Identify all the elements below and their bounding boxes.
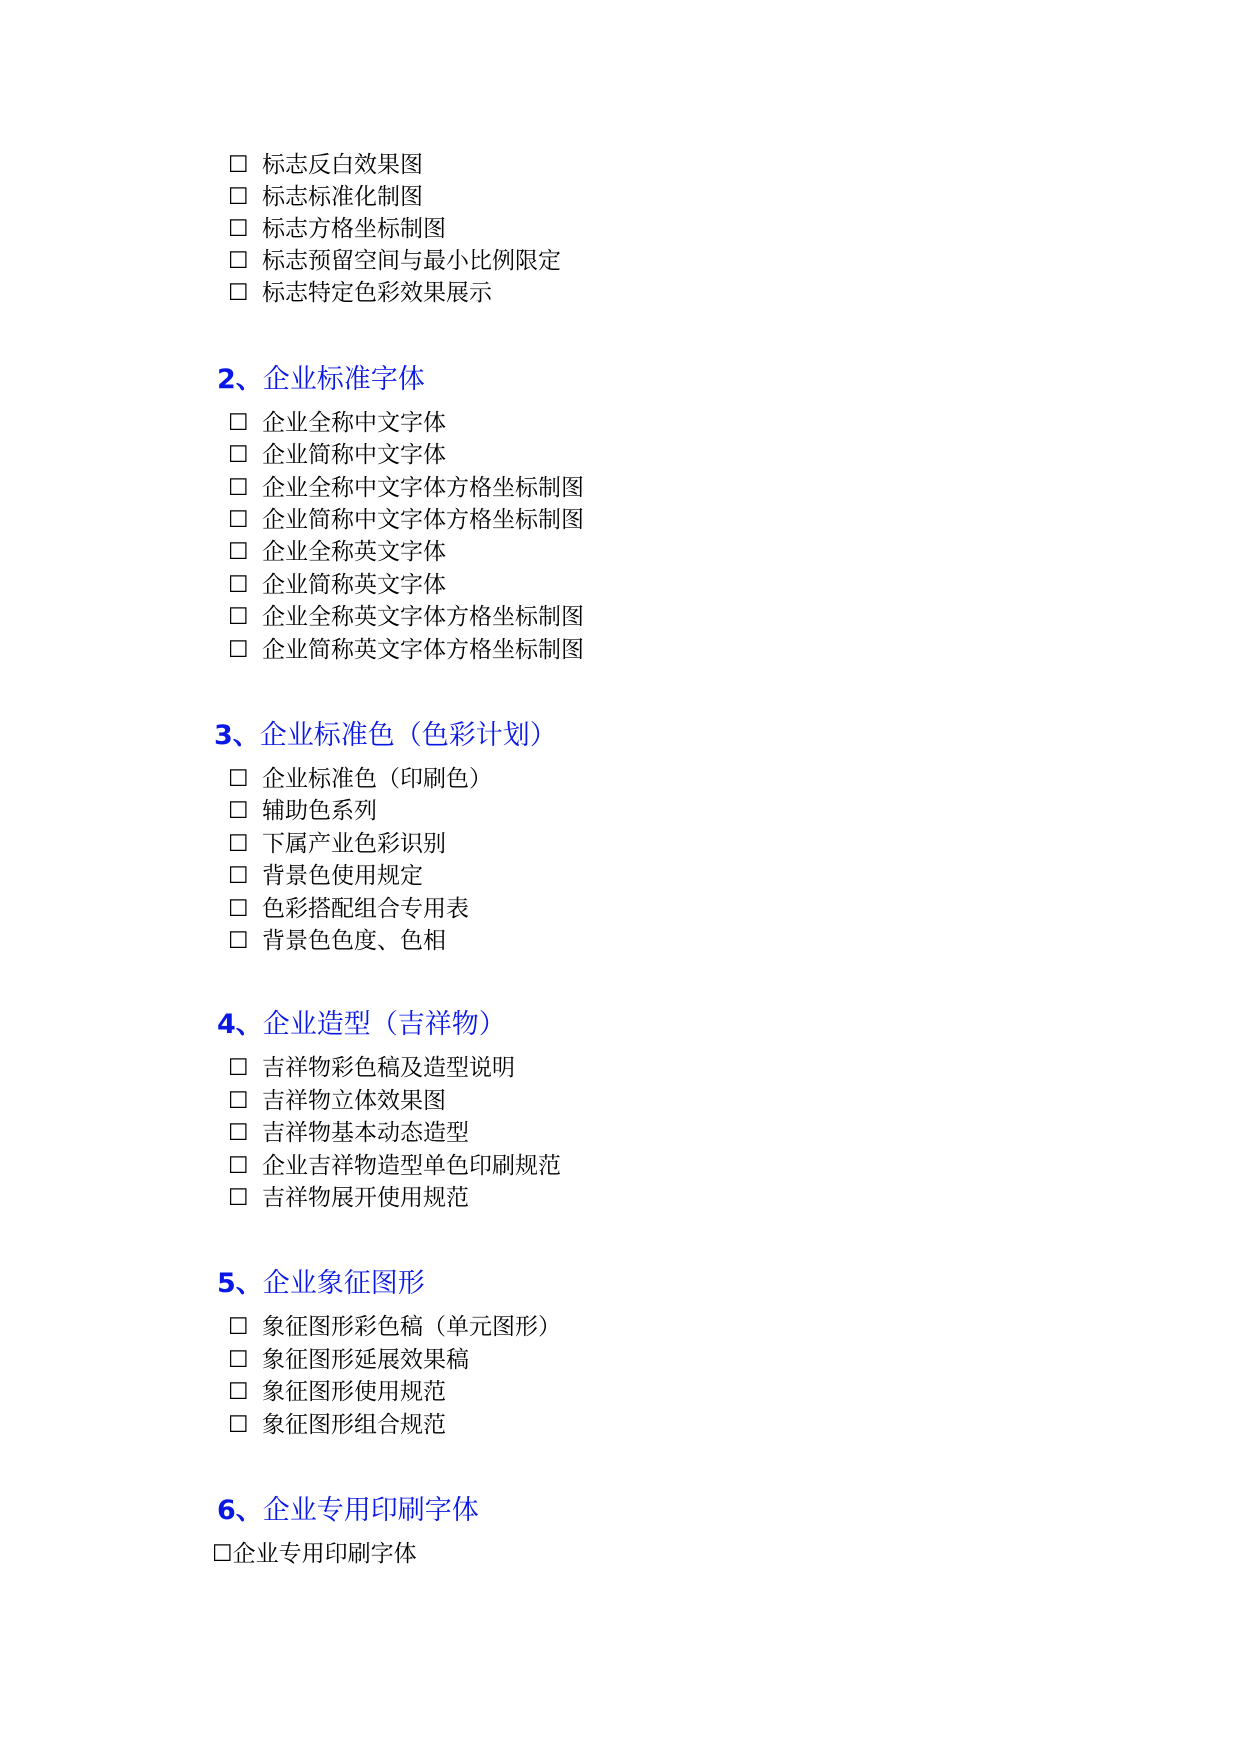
item-text: 象征图形使用规范 [262, 1379, 446, 1405]
checkbox-icon: ☐ [228, 1055, 249, 1081]
list-item [228, 246, 561, 276]
item-text: 企业简称中文字体方格坐标制图 [262, 507, 584, 533]
item-text: 企业标准色（印刷色） [262, 766, 492, 792]
list-item [228, 602, 584, 632]
item-text: 吉祥物立体效果图 [262, 1088, 446, 1114]
section-number: 6、 [217, 1495, 263, 1526]
section-number: 2、 [217, 364, 263, 395]
checkbox-icon: ☐ [228, 1120, 249, 1146]
section-title: 企业造型（吉祥物） [262, 1009, 506, 1040]
list-item [228, 182, 423, 212]
list-item [228, 1345, 469, 1375]
section-number: 4、 [217, 1009, 263, 1040]
checkbox-icon: ☐ [228, 572, 249, 598]
checkbox-icon: ☐ [228, 539, 249, 565]
item-text: 企业全称中文字体 [262, 410, 446, 436]
checkbox-icon: ☐ [228, 604, 249, 630]
list-item [228, 505, 584, 535]
item-text: 标志方格坐标制图 [262, 216, 446, 242]
list-item [228, 1410, 446, 1440]
checkbox-icon: ☐ [228, 637, 249, 663]
item-text: 企业吉祥物造型单色印刷规范 [262, 1153, 561, 1179]
section-heading [217, 1266, 425, 1302]
list-item [228, 1086, 446, 1116]
checkbox-icon: ☐ [228, 475, 249, 501]
section-heading [214, 718, 557, 754]
list-item [228, 1151, 561, 1181]
list-item [228, 764, 492, 794]
section-heading [217, 362, 425, 398]
item-text: 象征图形组合规范 [262, 1412, 446, 1438]
list-item [228, 1183, 469, 1213]
checkbox-icon: ☐ [228, 928, 249, 954]
list-item [228, 926, 446, 956]
item-text: 企业全称中文字体方格坐标制图 [262, 475, 584, 501]
list-item [228, 214, 446, 244]
checkbox-icon: ☐ [228, 1153, 249, 1179]
section-title: 企业专用印刷字体 [262, 1495, 479, 1526]
checkbox-icon: ☐ [228, 1314, 249, 1340]
list-item [228, 796, 377, 826]
checkbox-icon: ☐ [228, 248, 249, 274]
section-title: 企业标准色（色彩计划） [259, 720, 557, 751]
checkbox-icon: ☐ [228, 410, 249, 436]
checkbox-icon: ☐ [228, 216, 249, 242]
item-text: 象征图形延展效果稿 [262, 1347, 469, 1373]
item-text: 企业简称英文字体方格坐标制图 [262, 637, 584, 663]
checkbox-icon: ☐ [228, 507, 249, 533]
checkbox-icon: ☐ [228, 1088, 249, 1114]
item-text: 象征图形彩色稿（单元图形） [262, 1314, 561, 1340]
checkbox-icon: ☐ [228, 1412, 249, 1438]
list-item [228, 408, 446, 438]
item-text: 企业简称英文字体 [262, 572, 446, 598]
item-text: 吉祥物彩色稿及造型说明 [262, 1055, 515, 1081]
checkbox-icon: ☐ [228, 184, 249, 210]
item-text: 吉祥物基本动态造型 [262, 1120, 469, 1146]
checkbox-icon: ☐ [228, 831, 249, 857]
section-number: 3、 [214, 720, 260, 751]
section-title: 企业标准字体 [262, 364, 425, 395]
checkbox-icon: ☐ [228, 766, 249, 792]
item-text: 色彩搭配组合专用表 [262, 896, 469, 922]
checkbox-icon: ☐ [228, 1347, 249, 1373]
item-text: 标志标准化制图 [262, 184, 423, 210]
item-text: 标志特定色彩效果展示 [262, 280, 492, 306]
list-item [228, 861, 423, 891]
checkbox-icon: ☐ [228, 896, 249, 922]
list-item [212, 1539, 417, 1569]
list-item [228, 150, 423, 180]
list-item [228, 894, 469, 924]
item-text: 背景色使用规定 [262, 863, 423, 889]
list-item [228, 1118, 469, 1148]
checkbox-icon: ☐ [212, 1541, 233, 1567]
checkbox-icon: ☐ [228, 442, 249, 468]
list-item [228, 635, 584, 665]
list-item [228, 278, 492, 308]
list-item [228, 537, 446, 567]
section-heading [217, 1493, 479, 1529]
list-item [228, 1312, 561, 1342]
checkbox-icon: ☐ [228, 280, 249, 306]
item-text: 背景色色度、色相 [262, 928, 446, 954]
checkbox-icon: ☐ [228, 863, 249, 889]
section-number: 5、 [217, 1268, 263, 1299]
item-text: 企业专用印刷字体 [232, 1541, 417, 1567]
item-text: 下属产业色彩识别 [262, 831, 446, 857]
item-text: 企业全称英文字体 [262, 539, 446, 565]
list-item [228, 440, 446, 470]
list-item [228, 829, 446, 859]
item-text: 标志反白效果图 [262, 152, 423, 178]
checkbox-icon: ☐ [228, 1185, 249, 1211]
section-title: 企业象征图形 [262, 1268, 425, 1299]
item-text: 吉祥物展开使用规范 [262, 1185, 469, 1211]
checkbox-icon: ☐ [228, 798, 249, 824]
checkbox-icon: ☐ [228, 1379, 249, 1405]
list-item [228, 1053, 515, 1083]
item-text: 企业简称中文字体 [262, 442, 446, 468]
list-item [228, 1377, 446, 1407]
list-item [228, 570, 446, 600]
item-text: 辅助色系列 [262, 798, 377, 824]
list-item [228, 473, 584, 503]
checkbox-icon: ☐ [228, 152, 249, 178]
item-text: 企业全称英文字体方格坐标制图 [262, 604, 584, 630]
item-text: 标志预留空间与最小比例限定 [262, 248, 561, 274]
section-heading [217, 1007, 506, 1043]
